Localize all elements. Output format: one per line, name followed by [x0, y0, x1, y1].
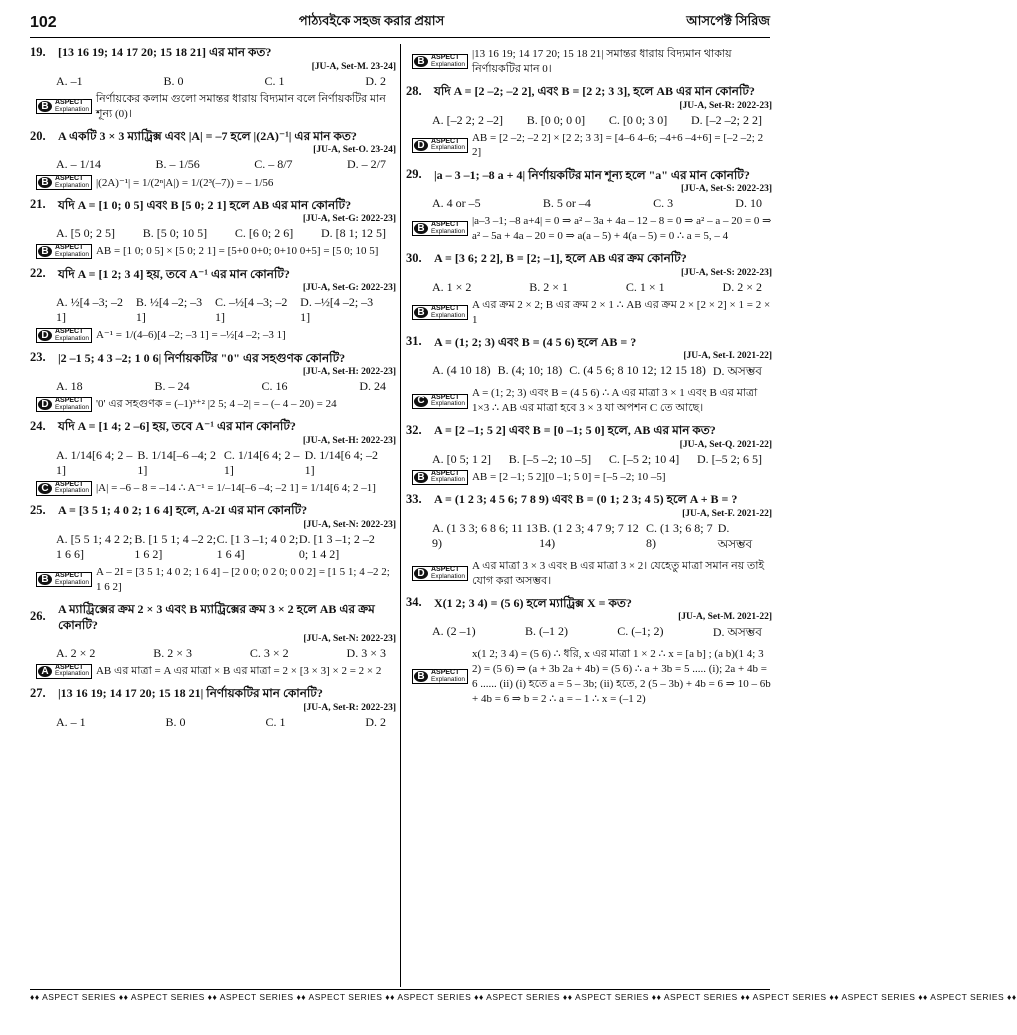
explanation	[30, 664, 396, 679]
question-block	[30, 418, 396, 496]
badge-word-bottom: Explanation	[55, 250, 89, 258]
answer-option: C. (1 3; 6 8; 7 8)	[645, 520, 713, 550]
badge-word-bottom: Explanation	[55, 105, 89, 113]
badge-word-top: ASPECT	[431, 221, 460, 229]
question-text: A = [3 5 1; 4 0 2; 1 6 4] হলে, A-2I এর মান কোনটি?	[58, 503, 308, 518]
explanation	[406, 47, 772, 77]
answer-letter: C	[38, 483, 52, 494]
explanation	[406, 470, 772, 485]
question-block	[406, 422, 772, 485]
question-line	[30, 196, 396, 213]
explanation	[406, 131, 772, 161]
question-text: A = [2 –1; 5 2] এবং B = [0 –1; 5 0] হলে, AB এর মান কত?	[434, 423, 716, 438]
answer-option: B. [–5 –2; 10 –5]	[508, 451, 592, 466]
left-column	[30, 44, 396, 987]
badge-word-top: ASPECT	[431, 566, 460, 574]
page-footer: ♦♦ ASPECT SERIES ♦♦ ASPECT SERIES ♦♦ ASPECT SERIES ♦♦ ASPECT SERIES ♦♦ ASPECT SERIES ♦♦ ASPECT SERIES ♦♦ ASPECT SERIES ♦♦ ASPECT SERIES ♦♦ ASPECT SERIES ♦♦ ASPECT SERIES ♦♦ ASPECT SERIES ♦♦	[30, 989, 770, 1003]
question-reference: [JU-A, Set-N: 2022-23]	[303, 633, 396, 644]
question-text: যদি A = [1 0; 0 5] এবং B [5 0; 2 1] হলে AB এর মান কোনটি?	[58, 197, 352, 212]
badge-word-top: ASPECT	[55, 397, 84, 405]
answer-option: D. –½[4 –2; –3 1]	[300, 295, 374, 325]
question-text: A একটি 3 × 3 ম্যাট্রিক্স এবং |A| = –7 হলে |(2A)⁻¹| এর মান কত?	[58, 128, 357, 143]
answer-option: D. 2	[365, 714, 386, 729]
aspect-explanation-badge	[36, 664, 92, 679]
explanation	[406, 298, 772, 328]
question-line	[30, 685, 396, 702]
aspect-explanation-badge	[412, 54, 468, 69]
question-number: 24.	[30, 419, 46, 434]
question-reference: [JU-A, Set-R: 2022-23]	[303, 702, 396, 713]
badge-word-top: ASPECT	[55, 663, 84, 671]
question-number: 23.	[30, 350, 46, 365]
aspect-explanation-badge	[36, 481, 92, 496]
answer-option: D. 2	[365, 73, 386, 88]
answer-option: B. 1/14[–6 –4; 2 1]	[137, 447, 217, 477]
question-line	[30, 265, 396, 282]
answer-letter: B	[38, 177, 52, 188]
question-block	[30, 601, 396, 679]
explanation	[406, 214, 772, 244]
question-block	[406, 47, 772, 77]
badge-word-top: ASPECT	[55, 328, 84, 336]
aspect-explanation-badge	[36, 175, 92, 190]
answer-option: D. [1 3 –1; 2 –2 0; 1 4 2]	[298, 531, 375, 561]
aspect-explanation-badge	[412, 305, 468, 320]
options-row	[30, 448, 396, 478]
answer-option: A. [–2 2; 2 –2]	[432, 112, 503, 127]
aspect-explanation-badge	[412, 669, 468, 684]
explanation	[30, 92, 396, 122]
answer-option: D. 3 × 3	[346, 645, 386, 660]
badge-word-top: ASPECT	[55, 175, 84, 183]
question-line	[406, 491, 772, 508]
answer-option: D. [–2 –2; 2 2]	[690, 112, 762, 127]
badge-word	[429, 139, 467, 152]
question-block	[406, 250, 772, 328]
answer-letter: B	[38, 101, 52, 112]
answer-option: D. 10	[735, 196, 762, 211]
explanation	[30, 565, 396, 595]
aspect-explanation-badge	[412, 221, 468, 236]
column-divider	[400, 44, 401, 987]
options-row	[30, 74, 396, 89]
explanation-text: A এর ক্রম 2 × 2; B এর ক্রম 2 × 1 ∴ AB এর ক্রম 2 × [2 × 2] × 1 = 2 × 1	[471, 298, 771, 326]
right-column	[406, 44, 772, 987]
header-title: পাঠ্যবইকে সহজ করার প্রয়াস	[298, 13, 445, 28]
answer-option: D. – 2/7	[347, 157, 386, 172]
answer-option: D. 24	[359, 379, 386, 394]
explanation-text: x(1 2; 3 4) = (5 6) ∴ ধরি, x এর মাত্রা 1 × 2 ∴ x = [a b] ; (a b)(1 4; 3 2) = (5 6) ⇒ (a + 3b 2a + 4b) = (5 6) ∴ a + 3b = 5 ..... (i); 2a + 4b = 6 ...... (ii) (i) হতে a = 5 – 3b; (ii) হতে, 2 (5 – 3b) + 4b = 6 ⇒ 10 – 6b + 4b = 6 ⇒ b = 2 ∴ a = – 1 ∴ x = (–1 2)	[471, 648, 771, 705]
question-reference: [JU-A, Set-Q. 2021-22]	[679, 439, 772, 450]
question-number: 29.	[406, 167, 422, 182]
question-reference: [JU-A, Set-R: 2022-23]	[679, 100, 772, 111]
explanation-text: A = (1; 2; 3) এবং B = (4 5 6) ∴ A এর মাত্রা 3 × 1 এবং B এর মাত্রা 1×3 ∴ AB এর মাত্রা হবে 3 × 3 যা অপশন C তে আছে।	[471, 387, 758, 415]
explanation	[30, 481, 396, 496]
question-reference: [JU-A, Set-G: 2022-23]	[302, 214, 396, 225]
badge-word	[429, 55, 467, 68]
badge-word	[53, 665, 91, 678]
aspect-explanation-badge	[36, 244, 92, 259]
question-reference: [JU-A, Set-I. 2021-22]	[683, 351, 772, 362]
answer-letter: B	[38, 246, 52, 257]
explanation-text: AB = [1 0; 0 5] × [5 0; 2 1] = [5+0 0+0; 0+10 0+5] = [5 0; 10 5]	[95, 245, 379, 258]
answer-letter: D	[414, 140, 428, 151]
answer-option: A. 1/14[6 4; 2 –1]	[56, 447, 133, 477]
question-reference: [JU-A, Set-M. 23-24]	[311, 61, 396, 72]
answer-option: A. (4 10 18)	[432, 363, 491, 378]
question-line	[30, 418, 396, 435]
badge-word	[429, 567, 467, 580]
explanation-text: '0' এর সহগুণক = (–1)³⁺² |2 5; 4 –2| = – (– 4 – 20) = 24	[95, 398, 337, 411]
badge-word-top: ASPECT	[431, 137, 460, 145]
question-number: 34.	[406, 595, 422, 610]
badge-word-bottom: Explanation	[431, 60, 465, 68]
badge-word	[53, 329, 91, 342]
badge-word-bottom: Explanation	[431, 476, 465, 484]
question-line	[406, 83, 772, 100]
badge-word	[429, 670, 467, 683]
badge-word-bottom: Explanation	[431, 227, 465, 235]
explanation	[406, 386, 772, 416]
question-reference: [JU-A, Set-G: 2022-23]	[302, 283, 396, 294]
answer-option: D. অসম্ভব	[712, 625, 762, 640]
explanation	[406, 647, 772, 706]
question-line	[406, 422, 772, 439]
answer-option: B. ½[4 –2; –3 1]	[135, 295, 203, 325]
options-row	[30, 295, 396, 325]
badge-word-bottom: Explanation	[55, 487, 89, 495]
badge-word-bottom: Explanation	[55, 334, 89, 342]
question-line	[406, 250, 772, 267]
question-text: যদি A = [1 2; 3 4] হয়, তবে A⁻¹ এর মান কোনটি?	[58, 266, 290, 281]
options-row	[30, 646, 396, 661]
answer-option: A. ½[4 –3; –2 1]	[56, 295, 123, 325]
answer-option: C. –½[4 –3; –2 1]	[215, 295, 288, 325]
question-reference: [JU-A, Set-O. 23-24]	[313, 145, 396, 156]
explanation-text: |A| = –6 – 8 = –14 ∴ A⁻¹ = 1/–14[–6 –4; –2 1] = 1/14[6 4; 2 –1]	[95, 482, 376, 495]
options-row	[406, 113, 772, 128]
question-number: 30.	[406, 250, 422, 265]
options-row	[406, 624, 772, 644]
question-number: 31.	[406, 334, 422, 349]
badge-word	[53, 573, 91, 586]
question-number: 22.	[30, 266, 46, 281]
page-number: 102	[30, 13, 57, 31]
question-line	[406, 594, 772, 611]
answer-option: C. 16	[261, 379, 288, 394]
badge-word-bottom: Explanation	[431, 675, 465, 683]
question-block	[30, 265, 396, 343]
answer-option: C. (4 5 6; 8 10 12; 12 15 18)	[569, 363, 706, 378]
question-block	[30, 349, 396, 412]
explanation-text: A – 2I = [3 5 1; 4 0 2; 1 6 4] – [2 0 0; 0 2 0; 0 0 2] = [1 5 1; 4 –2 2; 1 6 2]	[95, 565, 390, 593]
explanation-text: |(2A)⁻¹| = 1/(2ⁿ|A|) = 1/(2³(–7)) = – 1/56	[95, 176, 274, 189]
answer-option: A. 18	[56, 379, 83, 394]
answer-option: B. – 24	[154, 379, 190, 394]
options-row	[30, 157, 396, 172]
badge-word-top: ASPECT	[431, 305, 460, 313]
explanation-text: AB = [2 –1; 5 2][0 –1; 5 0] = [–5 –2; 10 –5]	[471, 470, 666, 483]
answer-option: A. [5 0; 2 5]	[56, 226, 115, 241]
answer-letter: A	[38, 666, 52, 677]
question-text: |13 16 19; 14 17 20; 15 18 21| নির্ণায়কটির মান কোনটি?	[58, 686, 323, 701]
options-row	[406, 521, 772, 556]
question-text: যদি A = [2 –2; –2 2], এবং B = [2 2; 3 3], হলে AB এর মান কোনটি?	[434, 84, 755, 99]
options-row	[406, 363, 772, 383]
answer-option: C. (–1; 2)	[617, 624, 664, 639]
answer-option: A. 2 × 2	[56, 645, 96, 660]
badge-word	[53, 398, 91, 411]
question-text: A = (1 2 3; 4 5 6; 7 8 9) এবং B = (0 1; 2 3; 4 5) হলে A + B = ?	[434, 492, 738, 507]
answer-letter: B	[414, 472, 428, 483]
question-line	[30, 502, 396, 519]
answer-option: D. অসম্ভব	[712, 364, 762, 379]
answer-letter: C	[414, 396, 428, 407]
question-line	[30, 128, 396, 145]
answer-option: C. [1 3 –1; 4 0 2; 1 6 4]	[216, 531, 299, 561]
badge-word-bottom: Explanation	[55, 578, 89, 586]
badge-word	[53, 245, 91, 258]
answer-letter: B	[38, 574, 52, 585]
answer-option: B. 2 × 3	[153, 645, 193, 660]
explanation	[30, 328, 396, 343]
answer-option: A. (1 3 3; 6 8 6; 11 13 9)	[432, 520, 538, 550]
answer-option: D. 2 × 2	[722, 279, 762, 294]
answer-option: C. – 8/7	[254, 157, 293, 172]
answer-letter: B	[414, 307, 428, 318]
question-reference: [JU-A, Set-M. 2021-22]	[678, 612, 772, 623]
question-reference: [JU-A, Set-S: 2022-23]	[680, 184, 772, 195]
question-text: |a – 3 –1; –8 a + 4| নির্ণায়কটির মান শূন্য হলে "a" এর মান কোনটি?	[434, 167, 750, 182]
answer-option: C. 3	[653, 196, 674, 211]
question-block	[406, 83, 772, 161]
badge-word-bottom: Explanation	[431, 311, 465, 319]
aspect-explanation-badge	[412, 566, 468, 581]
question-block	[406, 491, 772, 589]
answer-option: C. [0 0; 3 0]	[608, 112, 668, 127]
aspect-explanation-badge	[412, 394, 468, 409]
answer-option: B. [0 0; 0 0]	[526, 112, 586, 127]
aspect-explanation-badge	[36, 397, 92, 412]
answer-option: B. – 1/56	[155, 157, 200, 172]
badge-word-top: ASPECT	[55, 572, 84, 580]
answer-letter: D	[38, 399, 52, 410]
question-block	[406, 594, 772, 706]
badge-word-top: ASPECT	[431, 469, 460, 477]
answer-option: A. 1 × 2	[432, 279, 472, 294]
badge-word	[53, 100, 91, 113]
question-number: 33.	[406, 491, 422, 506]
question-text: A = (1; 2; 3) এবং B = (4 5 6) হলে AB = ?	[434, 334, 637, 349]
question-number: 25.	[30, 502, 46, 517]
explanation	[30, 175, 396, 190]
badge-word	[429, 306, 467, 319]
options-row	[30, 226, 396, 241]
explanation-text: নির্ণায়কের কলাম গুলো সমান্তর ধারায় বিদ্যমান বলে নির্ণায়কটির মান শূন্য (0)।	[95, 92, 386, 120]
question-reference: [JU-A, Set-H: 2022-23]	[302, 435, 396, 446]
series-name: আসপেক্ট সিরিজ	[686, 13, 770, 28]
question-reference: [JU-A, Set-S: 2022-23]	[680, 267, 772, 278]
badge-word-top: ASPECT	[431, 54, 460, 62]
answer-option: C. 1/14[6 4; 2 –1]	[223, 447, 300, 477]
badge-word-top: ASPECT	[55, 480, 84, 488]
answer-option: B. 0	[163, 73, 184, 88]
question-text: |2 –1 5; 4 3 –2; 1 0 6| নির্ণায়কটির "0" এর সহগুণক কোনটি?	[58, 350, 346, 365]
answer-option: B. 0	[165, 714, 186, 729]
options-row	[406, 452, 772, 467]
question-block	[406, 333, 772, 416]
answer-option: D. অসম্ভব	[717, 520, 753, 551]
badge-word-bottom: Explanation	[55, 670, 89, 678]
explanation-text: A⁻¹ = 1/(4–6)[4 –2; –3 1] = –½[4 –2; –3 1]	[95, 329, 286, 342]
options-row	[30, 715, 396, 730]
question-text: A ম্যাট্রিক্সের ক্রম 2 × 3 এবং B ম্যাট্রিক্সের ক্রম 3 × 2 হলে AB এর ক্রম কোনটি?	[58, 601, 375, 632]
options-row	[30, 532, 396, 562]
question-line	[30, 349, 396, 366]
aspect-explanation-badge	[36, 99, 92, 114]
question-text: A = [3 6; 2 2], B = [2; –1], হলে AB এর ক্রম কোনটি?	[434, 251, 687, 266]
badge-word-top: ASPECT	[55, 244, 84, 252]
answer-letter: B	[414, 223, 428, 234]
badge-word-bottom: Explanation	[431, 572, 465, 580]
badge-word	[53, 176, 91, 189]
question-reference: [JU-A, Set-F. 2021-22]	[682, 508, 772, 519]
badge-word-bottom: Explanation	[55, 181, 89, 189]
badge-word-bottom: Explanation	[431, 400, 465, 408]
badge-word	[53, 482, 91, 495]
answer-option: B. (–1 2)	[524, 624, 568, 639]
question-reference: [JU-A, Set-N: 2022-23]	[303, 519, 396, 530]
answer-option: B. 5 or –4	[542, 196, 591, 211]
badge-word	[429, 222, 467, 235]
badge-word-bottom: Explanation	[431, 144, 465, 152]
answer-letter: B	[414, 671, 428, 682]
options-row	[406, 280, 772, 295]
question-number: 21.	[30, 197, 46, 212]
explanation-text: AB এর মাত্রা = A এর মাত্রা × B এর মাত্রা = 2 × [3 × 3] × 2 = 2 × 2	[95, 664, 382, 677]
answer-option: B. 2 × 1	[529, 279, 569, 294]
answer-letter: B	[414, 56, 428, 67]
aspect-explanation-badge	[412, 470, 468, 485]
answer-option: D. 1/14[6 4; –2 1]	[304, 447, 378, 477]
answer-option: B. (4; 10; 18)	[497, 363, 563, 378]
question-block	[30, 128, 396, 191]
badge-word	[429, 395, 467, 408]
answer-option: D. [–5 2; 6 5]	[696, 451, 762, 466]
answer-option: B. [5 0; 10 5]	[142, 226, 208, 241]
answer-option: C. [–5 2; 10 4]	[608, 451, 680, 466]
answer-option: A. [5 5 1; 4 2 2; 1 6 6]	[56, 531, 133, 561]
question-line	[406, 166, 772, 183]
question-number: 19.	[30, 45, 46, 59]
options-row	[30, 379, 396, 394]
question-block	[30, 502, 396, 595]
answer-option: B. (1 2 3; 4 7 9; 7 12 14)	[539, 520, 639, 550]
badge-word-top: ASPECT	[431, 669, 460, 677]
explanation-text: |13 16 19; 14 17 20; 15 18 21| সমান্তর ধারায় বিদ্যমান থাকায় নির্ণায়কটির মান 0।	[471, 48, 732, 75]
answer-option: A. – 1/14	[56, 157, 101, 172]
question-block	[406, 166, 772, 244]
answer-option: A. –1	[56, 73, 83, 88]
explanation-text: A এর মাত্রা 3 × 3 এবং B এর মাত্রা 3 × 2। যেহেতু মাত্রা সমান নয় তাই যোগ করা অসম্ভব।	[471, 559, 765, 587]
question-text: X(1 2; 3 4) = (5 6) হলে ম্যাট্রিক্স X = কত?	[434, 595, 632, 610]
answer-option: A. (2 –1)	[432, 624, 476, 639]
question-line	[30, 44, 396, 61]
answer-option: C. 3 × 2	[249, 645, 289, 660]
question-line	[30, 601, 396, 633]
question-reference: [JU-A, Set-H: 2022-23]	[302, 367, 396, 378]
question-number: 27.	[30, 685, 46, 700]
question-line	[406, 333, 772, 350]
answer-option: A. – 1	[56, 714, 86, 729]
explanation-text: AB = [2 –2; –2 2] × [2 2; 3 3] = [4–6 4–6; –4+6 –4+6] = [–2 –2; 2 2]	[471, 131, 764, 159]
answer-option: C. 1	[264, 73, 285, 88]
badge-word-top: ASPECT	[55, 99, 84, 107]
question-number: 28.	[406, 83, 422, 98]
answer-option: C. 1 × 1	[625, 279, 665, 294]
badge-word	[429, 471, 467, 484]
answer-option: B. [1 5 1; 4 –2 2; 1 6 2]	[134, 531, 217, 561]
answer-option: D. [8 1; 12 5]	[320, 226, 386, 241]
answer-option: C. 1	[265, 714, 286, 729]
question-number: 20.	[30, 128, 46, 143]
aspect-explanation-badge	[36, 328, 92, 343]
answer-option: A. 4 or –5	[432, 196, 481, 211]
explanation	[30, 244, 396, 259]
options-row	[406, 196, 772, 211]
answer-letter: D	[38, 330, 52, 341]
badge-word-bottom: Explanation	[55, 403, 89, 411]
explanation	[30, 397, 396, 412]
answer-option: C. [6 0; 2 6]	[234, 226, 294, 241]
question-number: 26.	[30, 609, 46, 624]
aspect-explanation-badge	[412, 138, 468, 153]
question-block	[30, 44, 396, 122]
aspect-explanation-badge	[36, 572, 92, 587]
page-header	[30, 8, 770, 38]
question-text: [13 16 19; 14 17 20; 15 18 21] এর মান কত?	[58, 45, 272, 60]
question-block	[30, 685, 396, 730]
answer-option: A. [0 5; 1 2]	[432, 451, 491, 466]
explanation	[406, 559, 772, 589]
question-number: 32.	[406, 422, 422, 437]
question-block	[30, 196, 396, 259]
explanation-text: |a–3 –1; –8 a+4| = 0 ⇒ a² – 3a + 4a – 12 – 8 = 0 ⇒ a² – a – 20 = 0 ⇒ a² – 5a + 4a – 20 = 0 ⇒ a(a – 5) + 4(a – 5) = 0 ∴ a = 5, – 4	[471, 215, 772, 242]
answer-letter: D	[414, 568, 428, 579]
question-text: যদি A = [1 4; 2 –6] হয়, তবে A⁻¹ এর মান কোনটি?	[58, 419, 296, 434]
badge-word-top: ASPECT	[431, 393, 460, 401]
